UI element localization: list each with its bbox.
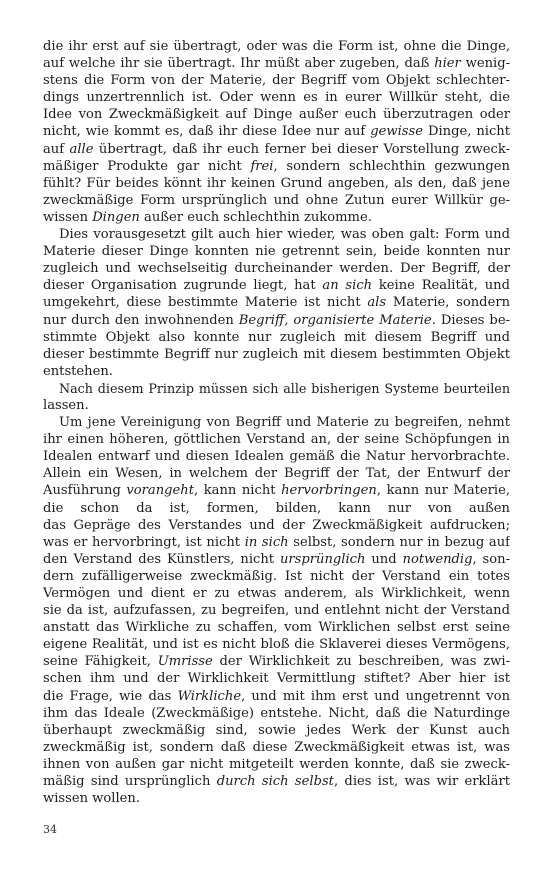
text-line xyxy=(43,636,510,653)
text-line xyxy=(43,705,510,722)
text-segment: eigene Realität, und ist es nicht bloß die Sklaverei dieses Vermögens, xyxy=(43,637,510,653)
text-segment: keine Realität, und xyxy=(372,278,510,294)
text-segment: überhaupt zweckmäßig sind, sowie jedes Werk der Kunst auch xyxy=(43,722,510,738)
text-segment: ihnen von außen gar nicht mitgeteilt werden konnte, daß sie zweck- xyxy=(43,756,510,772)
text-segment: ihm das Ideale (Zweckmäßige) entstehe. Nicht, daß die Naturdinge xyxy=(43,705,510,721)
text-line xyxy=(43,72,510,89)
text-line xyxy=(43,722,510,739)
text-segment: Idee von Zweckmäßigkeit auf Dinge außer euch überzutragen oder xyxy=(43,107,510,123)
text-segment: ihr einen höheren, göttlichen Verstand an, der seine Schöpfungen in xyxy=(43,432,510,448)
text-segment: dings unzertrennlich ist. Oder wenn es in eurer Willkür steht, die xyxy=(43,90,510,106)
text-line xyxy=(43,158,510,175)
text-line xyxy=(43,448,510,465)
text-segment: auf xyxy=(43,141,70,157)
text-line xyxy=(43,500,510,517)
text-segment: die ihr erst auf sie übertragt, oder was die Form ist, ohne die Dinge, xyxy=(43,39,510,54)
text-segment: dieser Organisation zugrunde liegt, hat xyxy=(43,278,323,294)
text-segment: Materie, sondern xyxy=(386,295,510,311)
text-segment: die Frage, wie das xyxy=(43,688,178,704)
text-line xyxy=(43,482,510,499)
text-segment: nur durch den inwohnenden xyxy=(43,312,239,328)
italic-text: vorangeht xyxy=(126,483,194,499)
text-line xyxy=(43,123,510,140)
italic-text: alle xyxy=(69,141,94,157)
text-segment: selbst, sondern nur in bezug auf xyxy=(288,534,510,550)
text-line xyxy=(43,260,510,277)
text-segment: , kann nur Materie, xyxy=(376,483,510,499)
text-line xyxy=(43,226,510,243)
text-line xyxy=(43,688,510,705)
text-line xyxy=(43,517,510,534)
italic-text: in sich xyxy=(244,534,289,550)
text-segment: der Wirklichkeit zu beschreiben, was zwi- xyxy=(212,654,510,670)
page-number: 34 xyxy=(43,823,57,836)
text-line xyxy=(43,141,510,158)
text-segment: zugleich und wechselseitig durcheinander werden. Der Begriff, der xyxy=(43,261,510,277)
text-line xyxy=(43,363,510,380)
text-line xyxy=(43,790,510,807)
italic-text: frei xyxy=(250,158,274,174)
text-segment: die schon da ist, formen, bilden, kann nur von außen xyxy=(43,500,510,516)
text-segment: . Dieses be- xyxy=(431,312,510,328)
text-segment: stimmte Objekt also konnte nur zugleich mit diesem Begriff und xyxy=(43,329,510,345)
text-segment: Nach diesem Prinzip müssen sich alle bisherigen Systeme beurteilen xyxy=(59,380,510,396)
text-segment: dern zufälligerweise zweckmäßig. Ist nicht der Verstand ein totes xyxy=(43,568,510,584)
text-segment: Allein ein Wesen, in welchem der Begriff der Tat, der Entwurf der xyxy=(43,466,510,482)
italic-text: hier xyxy=(434,56,461,72)
text-line xyxy=(43,551,510,568)
text-segment: zweckmäßige Form ursprünglich und ohne Zutun eurer Willkür ge- xyxy=(43,192,510,208)
text-segment: wenig- xyxy=(460,56,510,72)
text-line xyxy=(43,380,510,397)
text-line xyxy=(43,534,510,551)
text-segment: anstatt das Wirkliche zu schaffen, vom Wirklichen selbst erst seine xyxy=(43,620,510,636)
text-line xyxy=(43,106,510,123)
text-segment: , sondern schlechthin gezwungen xyxy=(273,158,510,174)
text-segment: , und mit ihm erst und ungetrennt von xyxy=(241,688,510,704)
text-segment: Idealen entwarf und diesen Idealen gemäß die Natur hervorbrachte. xyxy=(43,449,510,465)
text-line xyxy=(43,294,510,311)
text-segment: das Gepräge des Verstandes und der Zweckmäßigkeit aufdrucken; xyxy=(43,517,510,533)
text-line xyxy=(43,756,510,773)
italic-text: Umrisse xyxy=(157,654,213,670)
text-segment: nicht, wie kommt es, daß ihr diese Idee nur auf xyxy=(43,124,371,140)
text-segment: zweckmäßig ist, sondern daß diese Zweckmäßigkeit etwas ist, was xyxy=(43,739,510,755)
text-line xyxy=(43,619,510,636)
text-segment: wissen xyxy=(43,209,93,225)
italic-text: als xyxy=(367,295,387,311)
italic-text: Dingen xyxy=(92,209,140,225)
text-line xyxy=(43,312,510,329)
text-segment: Um jene Vereinigung von Begriff und Materie zu begreifen, nehmt xyxy=(59,415,510,431)
text-segment: Materie dieser Dinge konnten nie getrennt sein, beide konnten nur xyxy=(43,244,510,260)
text-segment: Dies vorausgesetzt gilt auch hier wieder, was oben galt: Form und xyxy=(59,227,510,243)
text-line xyxy=(43,243,510,260)
text-segment: entstehen. xyxy=(43,363,113,379)
italic-text: ursprünglich xyxy=(279,551,366,567)
text-segment: auf welche ihr sie übertragt. Ihr müßt aber zugeben, daß xyxy=(43,56,435,72)
italic-text: Wirkliche xyxy=(177,688,242,704)
italic-text: Begriff, organisierte Materie xyxy=(238,312,432,328)
text-line xyxy=(43,670,510,687)
text-segment: lassen. xyxy=(43,397,89,413)
text-line xyxy=(43,329,510,346)
text-line xyxy=(43,653,510,670)
text-line xyxy=(43,38,510,55)
text-segment: , kann nicht xyxy=(194,483,282,499)
text-line xyxy=(43,277,510,294)
body-text xyxy=(43,38,510,807)
text-segment: sie da ist, aufzufassen, zu begreifen, und entlehnt nicht der Verstand xyxy=(43,603,510,619)
italic-text: notwendig xyxy=(402,551,473,567)
text-segment: fühlt? Für beides könnt ihr keinen Grund angeben, als den, daß jene xyxy=(43,175,510,191)
text-line xyxy=(43,568,510,585)
text-segment: und xyxy=(365,551,403,567)
text-segment: was er hervorbringt, ist nicht xyxy=(43,534,245,550)
text-segment: übertragt, daß ihr euch ferner bei dieser Vorstellung zweck- xyxy=(93,141,510,157)
text-segment: den Verstand des Künstlers, nicht xyxy=(43,551,280,567)
text-segment: Dinge, nicht xyxy=(422,124,510,140)
text-line xyxy=(43,414,510,431)
italic-text: gewisse xyxy=(370,124,423,140)
text-segment: , son- xyxy=(472,551,510,567)
text-segment: mäßiger Produkte gar nicht xyxy=(43,158,251,174)
text-line xyxy=(43,175,510,192)
italic-text: hervorbringen xyxy=(281,483,377,499)
text-segment: schen ihm und der Wirklichkeit Vermittlung stiftet? Aber hier ist xyxy=(43,671,510,687)
text-segment: stens die Form von der Materie, der Begriff vom Objekt schlechter- xyxy=(43,73,510,89)
italic-text: durch sich selbst xyxy=(216,774,334,790)
text-segment: , dies ist, was wir erklärt xyxy=(333,774,510,790)
text-segment: seine Fähigkeit, xyxy=(43,654,158,670)
text-line xyxy=(43,209,510,226)
text-segment: Ausführung xyxy=(43,483,127,499)
italic-text: an sich xyxy=(322,278,373,294)
text-line xyxy=(43,465,510,482)
text-segment: umgekehrt, diese bestimmte Materie ist nicht xyxy=(43,295,368,311)
text-line xyxy=(43,585,510,602)
text-line xyxy=(43,602,510,619)
text-line xyxy=(43,55,510,72)
text-line xyxy=(43,739,510,756)
text-segment: Vermögen und dient er zu etwas anderem, als Wirklichkeit, wenn xyxy=(43,586,510,601)
text-segment: außer euch schlechthin zukomme. xyxy=(139,209,372,225)
text-segment: dieser bestimmte Begriff nur zugleich mit diesem bestimmten Objekt xyxy=(43,346,510,362)
text-segment: mäßig sind ursprünglich xyxy=(43,774,217,790)
text-line xyxy=(43,192,510,209)
text-line xyxy=(43,89,510,106)
text-line xyxy=(43,346,510,363)
text-line xyxy=(43,397,510,414)
text-line xyxy=(43,431,510,448)
text-segment: wissen wollen. xyxy=(43,791,140,807)
text-line xyxy=(43,773,510,790)
